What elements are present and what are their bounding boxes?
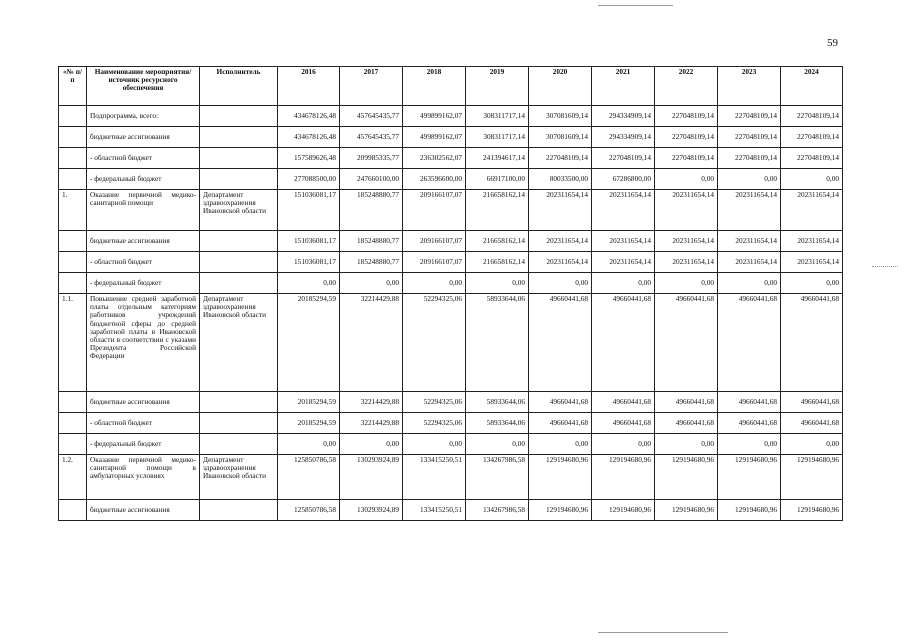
row-value-cell: 0,00 [781, 169, 843, 190]
row-name-cell: бюджетные ассигнования [87, 500, 200, 521]
row-number-cell [59, 127, 87, 148]
row-number-cell [59, 273, 87, 294]
row-value-cell: 202311654,14 [592, 231, 655, 252]
row-value-cell: 129194680,96 [529, 455, 592, 500]
row-value-cell: 32214429,88 [340, 413, 403, 434]
row-value-cell: 129194680,96 [592, 500, 655, 521]
header-no: «№ п/п [59, 67, 87, 106]
row-value-cell: 0,00 [466, 273, 529, 294]
scan-edge-line-bottom [598, 632, 728, 633]
table-row [59, 500, 843, 521]
row-value-cell: 0,00 [529, 434, 592, 455]
row-value-cell: 49660441,68 [781, 413, 843, 434]
scan-edge-line-top [598, 5, 673, 6]
row-value-cell: 125850786,58 [278, 455, 340, 500]
row-number-cell [59, 434, 87, 455]
row-value-cell: 130293924,89 [340, 500, 403, 521]
row-value-cell: 308311717,14 [466, 127, 529, 148]
row-value-cell: 0,00 [718, 169, 781, 190]
row-value-cell: 52294325,06 [403, 294, 466, 392]
row-value-cell: 0,00 [655, 273, 718, 294]
row-value-cell: 125850786,58 [278, 500, 340, 521]
row-value-cell: 307081609,14 [529, 127, 592, 148]
row-value-cell: 227048109,14 [655, 148, 718, 169]
row-value-cell: 129194680,96 [781, 455, 843, 500]
table-row [59, 169, 843, 190]
row-value-cell: 202311654,14 [529, 190, 592, 231]
table-row [59, 434, 843, 455]
table-row [59, 252, 843, 273]
row-value-cell: 49660441,68 [655, 413, 718, 434]
row-executor-cell [200, 252, 278, 273]
row-value-cell: 307081609,14 [529, 106, 592, 127]
row-value-cell: 151036081,17 [278, 231, 340, 252]
row-value-cell: 202311654,14 [529, 252, 592, 273]
header-year: 2023 [718, 67, 781, 106]
row-value-cell: 202311654,14 [718, 190, 781, 231]
header-name: Наименование мероприятия/источник ресурсного обеспечения [87, 67, 200, 106]
header-year: 2021 [592, 67, 655, 106]
row-value-cell: 202311654,14 [655, 231, 718, 252]
row-value-cell: 499899162,07 [403, 127, 466, 148]
row-value-cell: 202311654,14 [718, 252, 781, 273]
row-name-cell: Оказание первичной медико-санитарной помощи в амбулаторных условиях [87, 455, 200, 500]
row-value-cell: 227048109,14 [655, 127, 718, 148]
row-number-cell: 1.2. [59, 455, 87, 500]
row-value-cell: 129194680,96 [718, 500, 781, 521]
row-name-cell: бюджетные ассигнования [87, 392, 200, 413]
row-executor-cell [200, 434, 278, 455]
row-value-cell: 52294325,06 [403, 413, 466, 434]
row-value-cell: 0,00 [592, 434, 655, 455]
row-value-cell: 294334909,14 [592, 106, 655, 127]
row-value-cell: 0,00 [718, 273, 781, 294]
row-executor-cell: Департамент здравоохранения Ивановской области [200, 190, 278, 231]
row-value-cell: 134267986,58 [466, 500, 529, 521]
row-name-cell: бюджетные ассигнования [87, 127, 200, 148]
row-name-cell: - федеральный бюджет [87, 273, 200, 294]
table-row [59, 148, 843, 169]
row-value-cell: 236302562,07 [403, 148, 466, 169]
row-executor-cell [200, 169, 278, 190]
row-value-cell: 0,00 [655, 434, 718, 455]
row-value-cell: 133415250,51 [403, 500, 466, 521]
row-executor-cell [200, 127, 278, 148]
row-value-cell: 151036081,17 [278, 190, 340, 231]
row-value-cell: 49660441,68 [529, 392, 592, 413]
row-value-cell: 0,00 [592, 273, 655, 294]
budget-table [58, 66, 843, 521]
row-name-cell: Оказание первичной медико-санитарной помощи [87, 190, 200, 231]
row-number-cell [59, 500, 87, 521]
header-year: 2022 [655, 67, 718, 106]
row-value-cell: 0,00 [466, 434, 529, 455]
row-name-cell: - федеральный бюджет [87, 434, 200, 455]
row-value-cell: 67286800,00 [592, 169, 655, 190]
row-value-cell: 209166107,07 [403, 231, 466, 252]
row-value-cell: 0,00 [340, 273, 403, 294]
row-value-cell: 209166107,07 [403, 252, 466, 273]
row-value-cell: 227048109,14 [529, 148, 592, 169]
header-year: 2018 [403, 67, 466, 106]
row-value-cell: 129194680,96 [718, 455, 781, 500]
table-row [59, 294, 843, 392]
header-year: 2017 [340, 67, 403, 106]
row-value-cell: 49660441,68 [781, 392, 843, 413]
page-number: 59 [827, 37, 838, 49]
row-value-cell: 49660441,68 [529, 413, 592, 434]
row-value-cell: 227048109,14 [718, 148, 781, 169]
header-year: 2020 [529, 67, 592, 106]
row-value-cell: 185248880,77 [340, 252, 403, 273]
row-value-cell: 216658162,14 [466, 190, 529, 231]
row-value-cell: 185248880,77 [340, 231, 403, 252]
row-value-cell: 0,00 [781, 434, 843, 455]
row-value-cell: 202311654,14 [781, 190, 843, 231]
header-executor: Исполнитель [200, 67, 278, 106]
row-value-cell: 499899162,07 [403, 106, 466, 127]
row-value-cell: 130293924,89 [340, 455, 403, 500]
row-value-cell: 263596600,00 [403, 169, 466, 190]
row-name-cell: - федеральный бюджет [87, 169, 200, 190]
row-value-cell: 216658162,14 [466, 252, 529, 273]
row-executor-cell: Департамент здравоохранения Ивановской области [200, 294, 278, 392]
row-value-cell: 0,00 [278, 273, 340, 294]
row-value-cell: 49660441,68 [718, 413, 781, 434]
row-number-cell [59, 231, 87, 252]
row-name-cell: - областной бюджет [87, 252, 200, 273]
row-value-cell: 133415250,51 [403, 455, 466, 500]
row-value-cell: 0,00 [278, 434, 340, 455]
row-value-cell: 202311654,14 [655, 190, 718, 231]
row-value-cell: 49660441,68 [529, 294, 592, 392]
row-number-cell [59, 106, 87, 127]
row-executor-cell [200, 106, 278, 127]
row-value-cell: 277088500,00 [278, 169, 340, 190]
header-year: 2024 [781, 67, 843, 106]
row-value-cell: 58933644,06 [466, 294, 529, 392]
row-value-cell: 129194680,96 [529, 500, 592, 521]
row-value-cell: 0,00 [403, 434, 466, 455]
row-number-cell [59, 148, 87, 169]
row-value-cell: 247660100,00 [340, 169, 403, 190]
row-value-cell: 32214429,88 [340, 294, 403, 392]
row-number-cell: 1.1. [59, 294, 87, 392]
row-value-cell: 308311717,14 [466, 106, 529, 127]
row-value-cell: 58933644,06 [466, 392, 529, 413]
row-value-cell: 216658162,14 [466, 231, 529, 252]
row-value-cell: 227048109,14 [718, 106, 781, 127]
row-value-cell: 209166107,07 [403, 190, 466, 231]
header-year: 2019 [466, 67, 529, 106]
row-value-cell: 129194680,96 [781, 500, 843, 521]
row-value-cell: 52294325,06 [403, 392, 466, 413]
row-executor-cell [200, 500, 278, 521]
row-name-cell: Подпрограмма, всего: [87, 106, 200, 127]
row-value-cell: 129194680,96 [592, 455, 655, 500]
row-name-cell: бюджетные ассигнования [87, 231, 200, 252]
row-executor-cell [200, 413, 278, 434]
table-row [59, 455, 843, 500]
row-value-cell: 49660441,68 [718, 392, 781, 413]
row-value-cell: 227048109,14 [655, 106, 718, 127]
row-value-cell: 49660441,68 [655, 294, 718, 392]
row-value-cell: 202311654,14 [655, 252, 718, 273]
row-number-cell [59, 252, 87, 273]
row-value-cell: 202311654,14 [781, 252, 843, 273]
row-executor-cell [200, 273, 278, 294]
row-value-cell: 49660441,68 [655, 392, 718, 413]
row-value-cell: 457645435,77 [340, 106, 403, 127]
row-value-cell: 20185294,59 [278, 392, 340, 413]
row-number-cell [59, 413, 87, 434]
row-value-cell: 0,00 [655, 169, 718, 190]
row-value-cell: 58933644,06 [466, 413, 529, 434]
row-value-cell: 457645435,77 [340, 127, 403, 148]
row-value-cell: 66917100,00 [466, 169, 529, 190]
row-executor-cell: Департамент здравоохранения Ивановской области [200, 455, 278, 500]
row-value-cell: 49660441,68 [592, 294, 655, 392]
row-value-cell: 49660441,68 [781, 294, 843, 392]
row-value-cell: 151036081,17 [278, 252, 340, 273]
row-value-cell: 0,00 [403, 273, 466, 294]
row-value-cell: 32214429,88 [340, 392, 403, 413]
table-row [59, 273, 843, 294]
row-value-cell: 227048109,14 [781, 148, 843, 169]
row-value-cell: 157589626,48 [278, 148, 340, 169]
row-value-cell: 80033500,00 [529, 169, 592, 190]
row-value-cell: 49660441,68 [592, 413, 655, 434]
table-row [59, 190, 843, 231]
row-value-cell: 202311654,14 [592, 190, 655, 231]
row-name-cell: - областной бюджет [87, 148, 200, 169]
row-number-cell [59, 169, 87, 190]
row-value-cell: 20185294,59 [278, 413, 340, 434]
row-value-cell: 0,00 [340, 434, 403, 455]
row-executor-cell [200, 231, 278, 252]
table-header-row [59, 67, 843, 106]
row-name-cell: Повышение средней заработной платы отдельным категориям работников учреждений бюджетной сферы до средней заработной платы в Ивановской области в соответствии с указами Президента Российской Федерации [87, 294, 200, 392]
scan-edge-line-right [872, 266, 898, 267]
row-value-cell: 202311654,14 [529, 231, 592, 252]
table-row [59, 392, 843, 413]
row-number-cell: 1. [59, 190, 87, 231]
table-row [59, 127, 843, 148]
row-value-cell: 20185294,59 [278, 294, 340, 392]
row-value-cell: 227048109,14 [592, 148, 655, 169]
row-value-cell: 434678126,48 [278, 106, 340, 127]
row-value-cell: 0,00 [781, 273, 843, 294]
row-value-cell: 0,00 [718, 434, 781, 455]
table-row [59, 231, 843, 252]
row-value-cell: 227048109,14 [781, 106, 843, 127]
row-value-cell: 129194680,96 [655, 455, 718, 500]
row-executor-cell [200, 148, 278, 169]
row-value-cell: 241394617,14 [466, 148, 529, 169]
row-value-cell: 227048109,14 [718, 127, 781, 148]
row-value-cell: 49660441,68 [718, 294, 781, 392]
row-value-cell: 134267986,58 [466, 455, 529, 500]
row-value-cell: 434678126,48 [278, 127, 340, 148]
row-name-cell: - областной бюджет [87, 413, 200, 434]
header-year: 2016 [278, 67, 340, 106]
row-value-cell: 202311654,14 [781, 231, 843, 252]
row-value-cell: 202311654,14 [592, 252, 655, 273]
row-value-cell: 294334909,14 [592, 127, 655, 148]
row-value-cell: 202311654,14 [718, 231, 781, 252]
row-number-cell [59, 392, 87, 413]
table-row [59, 413, 843, 434]
row-value-cell: 129194680,96 [655, 500, 718, 521]
row-value-cell: 209985335,77 [340, 148, 403, 169]
row-value-cell: 49660441,68 [592, 392, 655, 413]
table-row [59, 106, 843, 127]
row-value-cell: 0,00 [529, 273, 592, 294]
row-executor-cell [200, 392, 278, 413]
row-value-cell: 185248880,77 [340, 190, 403, 231]
row-value-cell: 227048109,14 [781, 127, 843, 148]
